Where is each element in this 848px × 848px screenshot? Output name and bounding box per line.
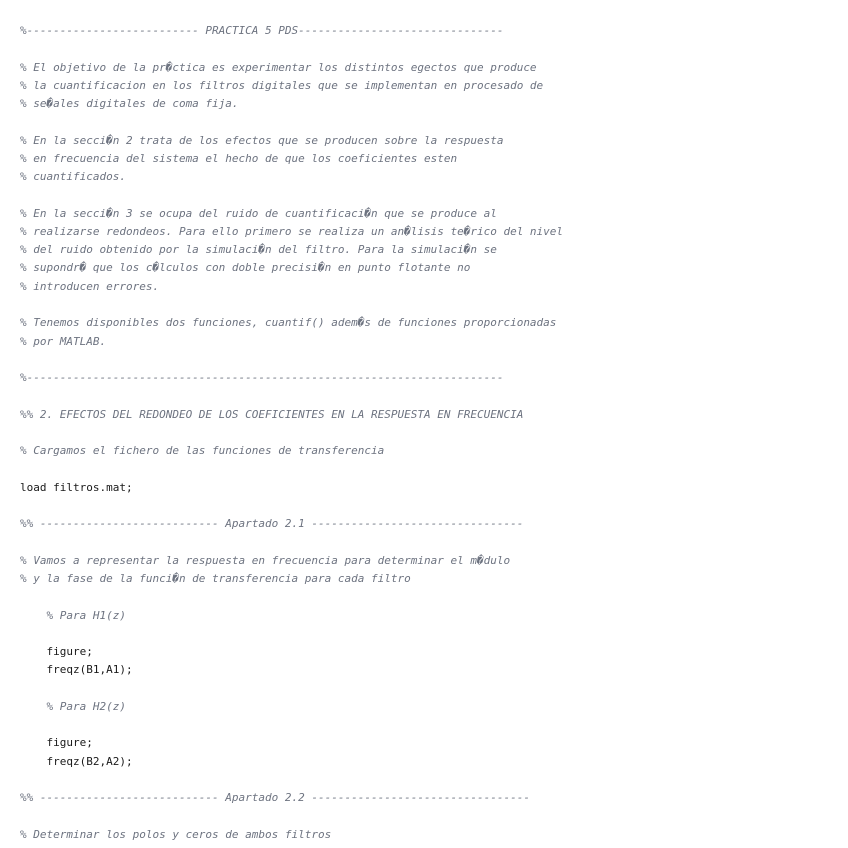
blank-line — [20, 113, 840, 131]
comment-line: % supondr� que los c�lculos con doble precisi�n en punto flotante no — [20, 261, 471, 275]
blank-line — [20, 296, 840, 314]
comment-line: % El objetivo de la pr�ctica es experimentar los distintos egectos que produce — [20, 60, 537, 74]
code-line: freqz(B1,A1); — [20, 663, 133, 677]
code-line: figure; — [20, 645, 93, 659]
comment-line: %------------------------------------------------------------------------ — [20, 371, 504, 385]
blank-line — [20, 807, 840, 825]
comment-line: %% --------------------------- Apartado 2.1 -------------------------------- — [20, 517, 524, 531]
blank-line — [20, 771, 840, 789]
comment-line: % y la fase de la funci�n de transferencia para cada filtro — [20, 571, 411, 585]
blank-line — [20, 424, 840, 442]
comment-line: % la cuantificacion en los filtros digitales que se implementan en procesado de — [20, 78, 544, 92]
comment-line: %% --------------------------- Apartado 2.2 --------------------------------- — [20, 791, 530, 805]
comment-line: % realizarse redondeos. Para ello primero se realiza un an�lisis te�rico del nivel — [20, 224, 564, 238]
blank-line — [20, 588, 840, 606]
comment-line: % cuantificados. — [20, 170, 126, 184]
comment-line: % Tenemos disponibles dos funciones, cuantif() adem�s de funciones proporcionadas — [20, 316, 557, 330]
code-line: freqz(B2,A2); — [20, 754, 133, 768]
code-line: figure; — [20, 736, 93, 750]
comment-line: %-------------------------- PRACTICA 5 PDS------------------------------- — [20, 24, 504, 37]
comment-line: % se�ales digitales de coma fija. — [20, 97, 239, 111]
blank-line — [20, 497, 840, 515]
blank-line — [20, 716, 840, 734]
comment-line: %% 2. EFECTOS DEL REDONDEO DE LOS COEFICIENTES EN LA RESPUESTA EN FRECUENCIA — [20, 407, 524, 421]
comment-line: % En la secci�n 3 se ocupa del ruido de cuantificaci�n que se produce al — [20, 206, 497, 220]
blank-line — [20, 40, 840, 58]
comment-line: % Vamos a representar la respuesta en frecuencia para determinar el m�dulo — [20, 553, 511, 567]
code-line: load filtros.mat; — [20, 480, 133, 494]
blank-line — [20, 186, 840, 204]
comment-line: % Para H2(z) — [20, 699, 126, 713]
blank-line — [20, 533, 840, 551]
comment-line: % por MATLAB. — [20, 334, 107, 348]
comment-line: % En la secci�n 2 trata de los efectos que se producen sobre la respuesta — [20, 133, 504, 147]
blank-line — [20, 351, 840, 369]
comment-line: % del ruido obtenido por la simulaci�n del filtro. Para la simulaci�n se — [20, 243, 497, 257]
code-listing — [20, 22, 840, 844]
blank-line — [20, 387, 840, 405]
blank-line — [20, 680, 840, 698]
comment-line: % Para H1(z) — [20, 608, 126, 622]
blank-line — [20, 625, 840, 643]
comment-line: % en frecuencia del sistema el hecho de que los coeficientes esten — [20, 151, 458, 165]
blank-line — [20, 460, 840, 478]
comment-line: % Determinar los polos y ceros de ambos filtros — [20, 827, 332, 841]
comment-line: % introducen errores. — [20, 279, 160, 293]
comment-line: % Cargamos el fichero de las funciones de transferencia — [20, 444, 385, 458]
